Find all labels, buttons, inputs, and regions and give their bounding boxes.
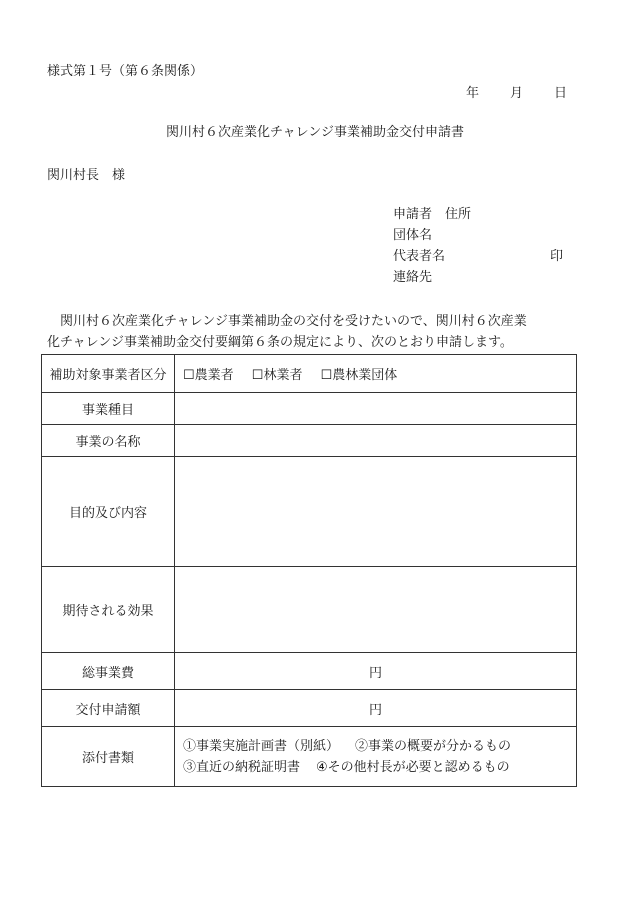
business-type-field[interactable] [175,393,577,425]
organization-label: 団体名 [393,228,433,243]
total-cost-label: 総事業費 [42,653,175,690]
row-business-name [42,425,577,457]
option-farmer[interactable]: ☐農業者 [183,368,234,383]
statement-line-1: 関川村６次産業化チャレンジ事業補助金の交付を受けたいので、関川村６次産業 [47,314,527,329]
seal-mark: 印 [550,249,564,264]
option-forester[interactable]: ☐林業者 [251,368,303,383]
applicant-representative [393,249,564,270]
attachment-item: ③直近の納税証明書 [183,759,301,775]
applicant-organization [393,228,471,249]
representative-label: 代表者名 [393,249,446,264]
attachment-item: ④その他村長が必要と認めるもの [316,759,510,775]
row-effects [42,567,577,653]
attachments-line-1 [183,736,568,757]
category-label: 補助対象事業者区分 [42,355,175,393]
form-number: 様式第１号（第６条関係） [47,64,204,79]
row-purpose [42,457,577,567]
date-year: 年 [466,86,480,101]
business-name-label: 事業の名称 [42,425,175,457]
date-day: 日 [554,86,568,101]
application-table [41,354,577,787]
address-label: 申請者 住所 [393,207,472,222]
category-options [175,355,577,393]
effects-field[interactable] [175,567,577,653]
row-attachments [42,727,577,787]
row-total-cost [42,653,577,690]
applicant-block [393,207,564,291]
statement-line-2: 化チャレンジ事業補助金交付要綱第６条の規定により、次のとおり申請します。 [47,335,513,350]
requested-amount-field[interactable]: 円 [175,690,577,727]
applicant-contact [393,270,471,291]
attachments-line-2 [183,757,568,778]
application-statement [47,311,587,353]
attachment-item: ①事業実施計画書（別紙） [183,738,340,754]
purpose-field[interactable] [175,457,577,567]
total-cost-field[interactable]: 円 [175,653,577,690]
business-name-field[interactable] [175,425,577,457]
date-line [466,86,567,102]
option-agri-forestry-group[interactable]: ☐農林業団体 [320,368,398,383]
business-type-label: 事業種目 [42,393,175,425]
date-month: 月 [510,86,524,101]
requested-amount-label: 交付申請額 [42,690,175,727]
row-requested-amount [42,690,577,727]
addressee: 関川村長 様 [47,168,126,183]
row-category [42,355,577,393]
row-business-type [42,393,577,425]
effects-label: 期待される効果 [42,567,175,653]
purpose-label: 目的及び内容 [42,457,175,567]
document-title: 関川村６次産業化チャレンジ事業補助金交付申請書 [166,125,464,140]
attachments-label: 添付書類 [42,727,175,787]
applicant-address [393,207,471,228]
contact-label: 連絡先 [393,270,433,285]
attachments-list [175,727,577,787]
attachment-item: ②事業の概要が分かるもの [355,738,512,754]
